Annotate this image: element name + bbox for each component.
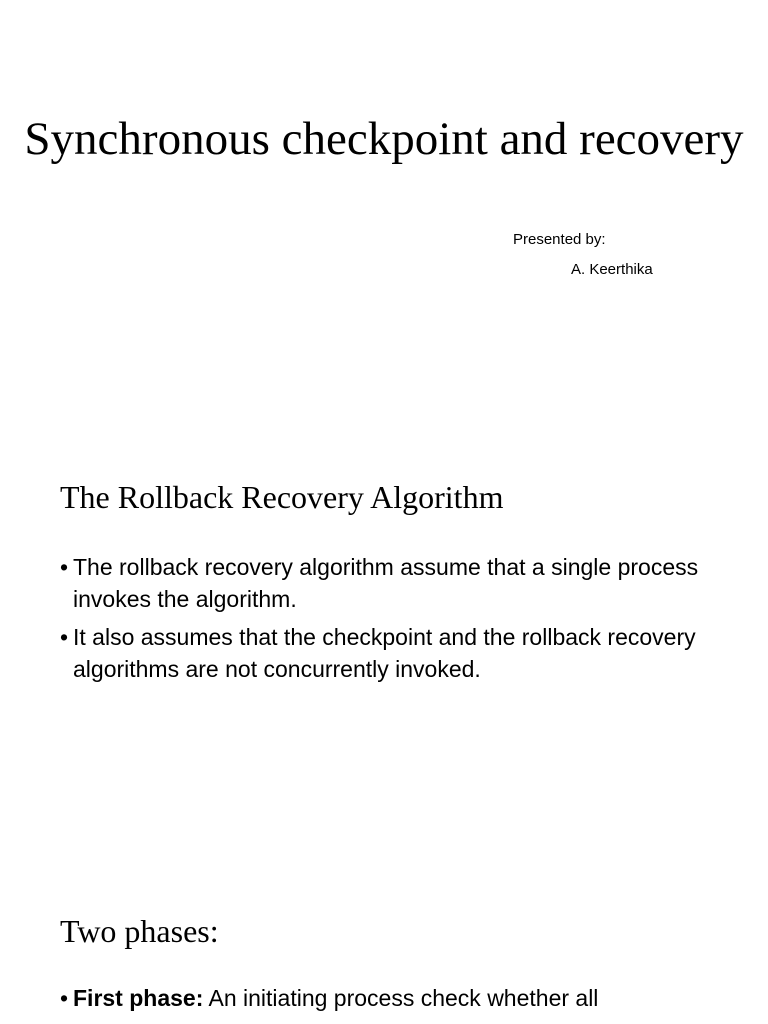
bullet-item [60,621,720,685]
bullet-marker: • [60,985,69,1011]
bullet-text: It also assumes that the checkpoint and the rollback recovery algorithms are not concurrently invoked. [73,624,696,682]
presentation-title: Synchronous checkpoint and recovery [24,113,744,165]
slide-rollback-algorithm [0,455,768,895]
bullet-item [60,551,720,615]
slide-heading: Two phases: [60,913,219,949]
bullet-lead: First phase: [73,985,204,1011]
bullet-text: The rollback recovery algorithm assume that a single process invokes the algorithm. [73,554,699,612]
bullet-marker: • [60,624,69,650]
slide-two-phases [0,895,768,1024]
bullet-text: An initiating process check whether all [203,985,599,1011]
bullet-item [60,982,720,1014]
bullet-list [60,551,720,691]
bullet-list [60,982,720,1020]
bullet-marker: • [60,554,69,580]
slide-heading: The Rollback Recovery Algorithm [60,479,504,515]
presented-by-label: Presented by: [513,231,606,248]
presenter-name: A. Keerthika [571,261,653,278]
slide-title [0,0,768,455]
